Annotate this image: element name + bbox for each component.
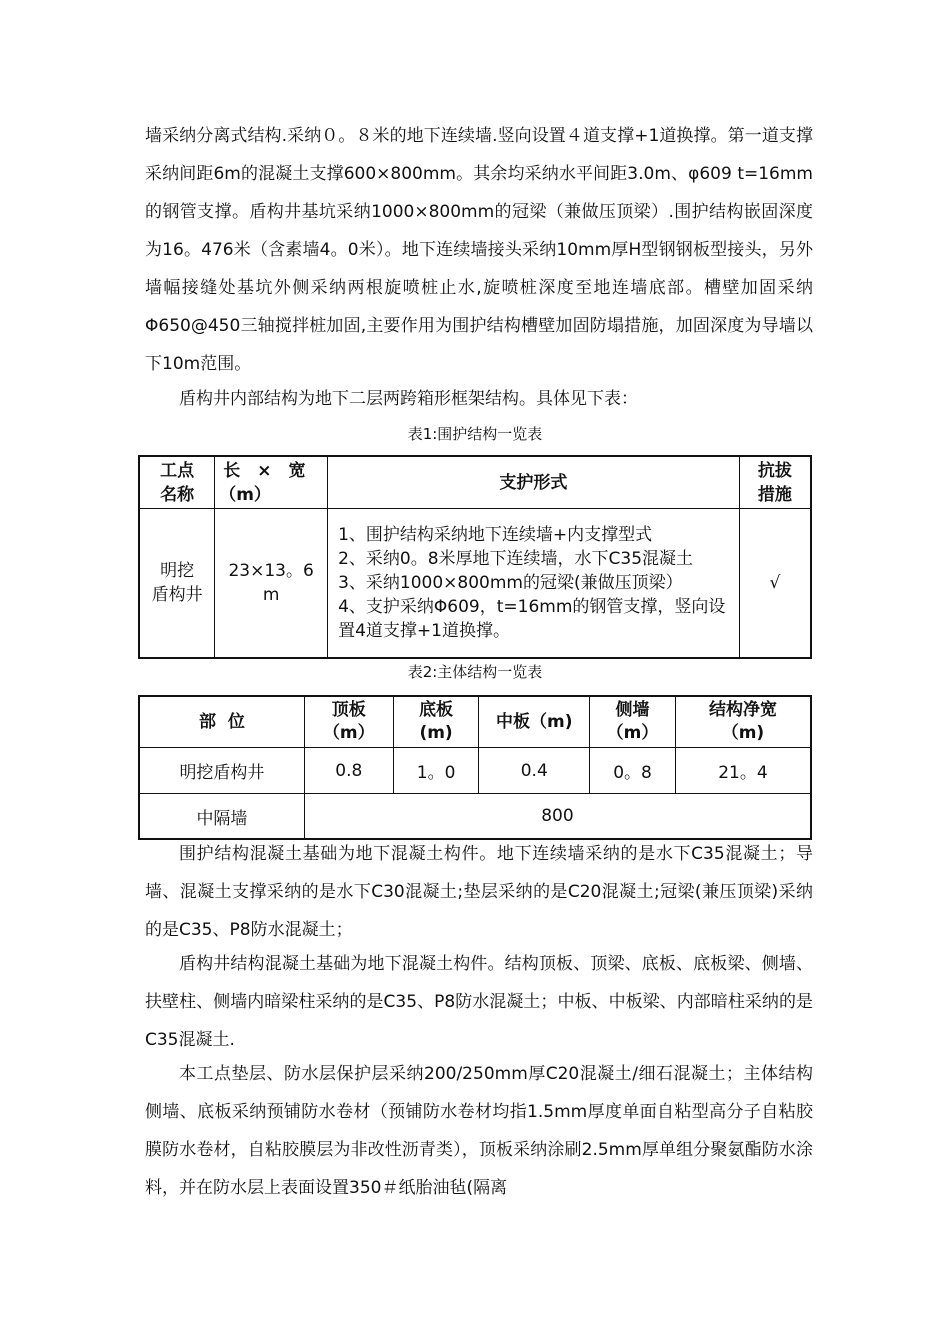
cell-merged-value: 800 bbox=[304, 794, 811, 840]
cell-bottom: 1。0 bbox=[393, 748, 479, 794]
cell-width: 21。4 bbox=[675, 748, 811, 794]
main-structure-table bbox=[138, 695, 812, 840]
header-part: 部 位 bbox=[139, 696, 304, 748]
cell-part: 中隔墙 bbox=[139, 794, 304, 840]
table2-caption: 表2:主体结构一览表 bbox=[407, 663, 543, 681]
paragraph-retaining-structure: 墙采纳分离式结构.采纳０。８米的地下连续墙.竖向设置４道支撑+1道换撑。第一道支撑采纳间距6m的混凝土支撑600×800mm。其余均采纳水平间距3.0m、φ609 t=16mm的钢管支撑。盾构井基坑采纳1000×800mm的冠梁（兼做压顶梁）.围护结构嵌固深度为16。476米（含素墙4。0米）。地下连续墙接头采纳10mm厚H型钢钢板型接头，另外墙幅接缝处基坑外侧采纳两根旋喷桩止水,旋喷桩深度至地连墙底部。槽壁加固采纳Φ650@450三轴搅拌桩加固,主要作用为围护结构槽壁加固防塌措施，加固深度为导墙以下10m范围。 bbox=[145, 126, 813, 374]
table-row bbox=[139, 509, 811, 659]
table-row bbox=[139, 794, 811, 840]
header-side-wall: 侧墙 （m） bbox=[590, 696, 676, 748]
cell-site-name: 明挖 盾构井 bbox=[139, 509, 215, 659]
header-size: 长 × 宽 （m） bbox=[215, 456, 328, 509]
paragraph-waterproofing: 本工点垫层、防水层保护层采纳200/250mm厚C20混凝土/细石混凝土；主体结构侧墙、底板采纳预铺防水卷材（预铺防水卷材均指1.5mm厚度单面自粘型高分子自粘胶膜防水卷材，自粘胶膜层为非改性沥青类），顶板采纳涂刷2.5mm厚单组分聚氨酯防水涂料，并在防水层上表面设置350＃纸胎油毡(隔离 bbox=[145, 1064, 813, 1198]
cell-uplift-check: √ bbox=[739, 509, 811, 659]
header-middle-slab: 中板（m) bbox=[479, 696, 590, 748]
table-header-row bbox=[139, 456, 811, 509]
cell-size: 23×13。6 m bbox=[215, 509, 328, 659]
cell-middle: 0.4 bbox=[479, 748, 590, 794]
header-bottom-slab: 底板 (m) bbox=[393, 696, 479, 748]
cell-part: 明挖盾构井 bbox=[139, 748, 304, 794]
cell-side: 0。8 bbox=[590, 748, 676, 794]
paragraph-internal-structure: 盾构井内部结构为地下二层两跨箱形框架结构。具体见下表： bbox=[179, 389, 638, 409]
table-row bbox=[139, 748, 811, 794]
cell-roof: 0.8 bbox=[304, 748, 393, 794]
header-site-name: 工点 名称 bbox=[139, 456, 215, 509]
retaining-structure-table bbox=[138, 455, 812, 659]
header-clear-width: 结构净宽 （m) bbox=[675, 696, 811, 748]
header-support-form: 支护形式 bbox=[328, 456, 740, 509]
table1-caption: 表1:围护结构一览表 bbox=[407, 425, 543, 443]
cell-support-form: 1、围护结构采纳地下连续墙+内支撑型式 2、采纳0。8米厚地下连续墙，水下C35混凝土 3、采纳1000×800mm的冠梁(兼做压顶梁） 4、支护采纳Φ609，t=16mm的钢管支撑，竖向设置4道支撑+1道换撑。 bbox=[328, 509, 740, 659]
paragraph-shaft-concrete: 盾构井结构混凝土基础为地下混凝土构件。结构顶板、顶梁、底板、底板梁、侧墙、扶壁柱、侧墙内暗梁柱采纳的是C35、P8防水混凝土；中板、中板梁、内部暗柱采纳的是C35混凝土. bbox=[145, 954, 813, 1050]
table-header-row bbox=[139, 696, 811, 748]
paragraph-retaining-concrete: 围护结构混凝土基础为地下混凝土构件。地下连续墙采纳的是水下C35混凝土；导墙、混凝土支撑采纳的是水下C30混凝土;垫层采纳的是C20混凝土;冠梁(兼压顶梁)采纳的是C35、P8防水混凝土； bbox=[145, 844, 813, 940]
header-roof-slab: 顶板 （m） bbox=[304, 696, 393, 748]
header-uplift-measure: 抗拔 措施 bbox=[739, 456, 811, 509]
